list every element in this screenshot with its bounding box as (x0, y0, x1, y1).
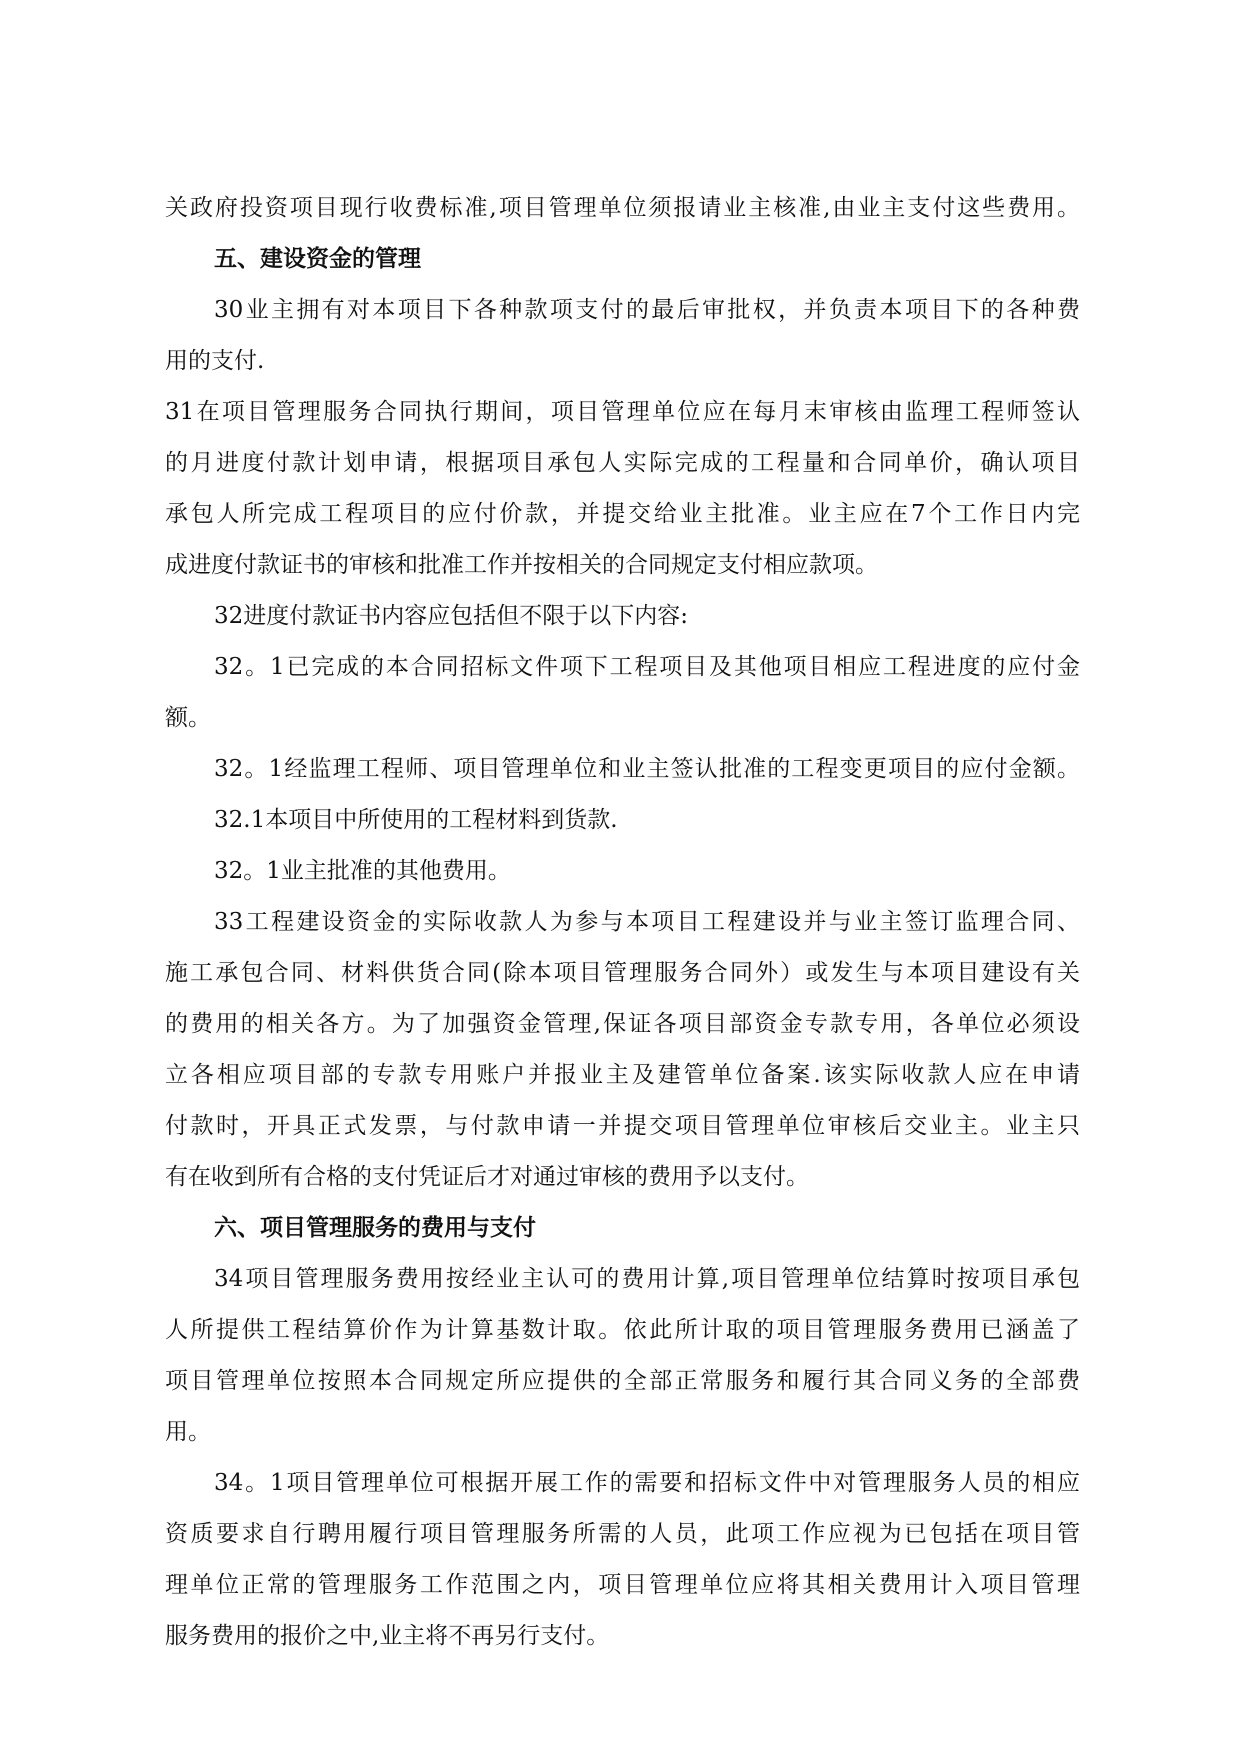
text-line: 项目管理单位按照本合同规定所应提供的全部正常服务和履行其合同义务的全部费 (165, 1368, 1080, 1394)
text-line: 的费用的相关各方。为了加强资金管理,保证各项目部资金专款专用，各单位必须设 (165, 1011, 1080, 1037)
text-line: 立各相应项目部的专款专用账户并报业主及建管单位备案.该实际收款人应在申请 (165, 1062, 1080, 1088)
text-line: 理单位正常的管理服务工作范围之内，项目管理单位应将其相关费用计入项目管理 (165, 1572, 1080, 1598)
text-line: 30业主拥有对本项目下各种款项支付的最后审批权，并负责本项目下的各种费 (214, 297, 1080, 323)
section-heading: 五、建设资金的管理 (214, 245, 421, 272)
text-line: 33工程建设资金的实际收款人为参与本项目工程建设并与业主签订监理合同、 (214, 909, 1080, 935)
text-line: 付款时，开具正式发票，与付款申请一并提交项目管理单位审核后交业主。业主只 (165, 1113, 1080, 1139)
text-line: 32.1本项目中所使用的工程材料到货款. (214, 807, 618, 833)
text-line: 承包人所完成工程项目的应付价款，并提交给业主批准。业主应在7个工作日内完 (165, 501, 1080, 527)
text-line: 34项目管理服务费用按经业主认可的费用计算,项目管理单位结算时按项目承包 (214, 1266, 1080, 1292)
text-line: 的月进度付款计划申请，根据项目承包人实际完成的工程量和合同单价，确认项目 (165, 450, 1080, 476)
text-line: 32。1已完成的本合同招标文件项下工程项目及其他项目相应工程进度的应付金 (214, 654, 1080, 680)
text-line: 31在项目管理服务合同执行期间，项目管理单位应在每月末审核由监理工程师签认 (165, 399, 1080, 425)
text-line: 32。1经监理工程师、项目管理单位和业主签认批准的工程变更项目的应付金额。 (214, 756, 1080, 782)
text-line: 关政府投资项目现行收费标准,项目管理单位须报请业主核准,由业主支付这些费用。 (165, 195, 1080, 221)
text-line: 额。 (165, 705, 211, 731)
text-line: 32进度付款证书内容应包括但不限于以下内容: (214, 603, 689, 629)
text-line: 资质要求自行聘用履行项目管理服务所需的人员，此项工作应视为已包括在项目管 (165, 1521, 1080, 1547)
text-line: 用。 (165, 1419, 211, 1445)
text-line: 32。1业主批准的其他费用。 (214, 858, 511, 884)
text-line: 人所提供工程结算价作为计算基数计取。依此所计取的项目管理服务费用已涵盖了 (165, 1317, 1080, 1343)
text-line: 成进度付款证书的审核和批准工作并按相关的合同规定支付相应款项。 (165, 552, 878, 578)
text-line: 有在收到所有合格的支付凭证后才对通过审核的费用予以支付。 (165, 1164, 809, 1190)
text-line: 用的支付. (165, 348, 265, 374)
text-line: 34。1项目管理单位可根据开展工作的需要和招标文件中对管理服务人员的相应 (214, 1470, 1080, 1496)
text-line: 服务费用的报价之中,业主将不再另行支付。 (165, 1623, 610, 1649)
section-heading: 六、项目管理服务的费用与支付 (214, 1214, 536, 1241)
text-line: 施工承包合同、材料供货合同(除本项目管理服务合同外）或发生与本项目建设有关 (165, 960, 1080, 986)
